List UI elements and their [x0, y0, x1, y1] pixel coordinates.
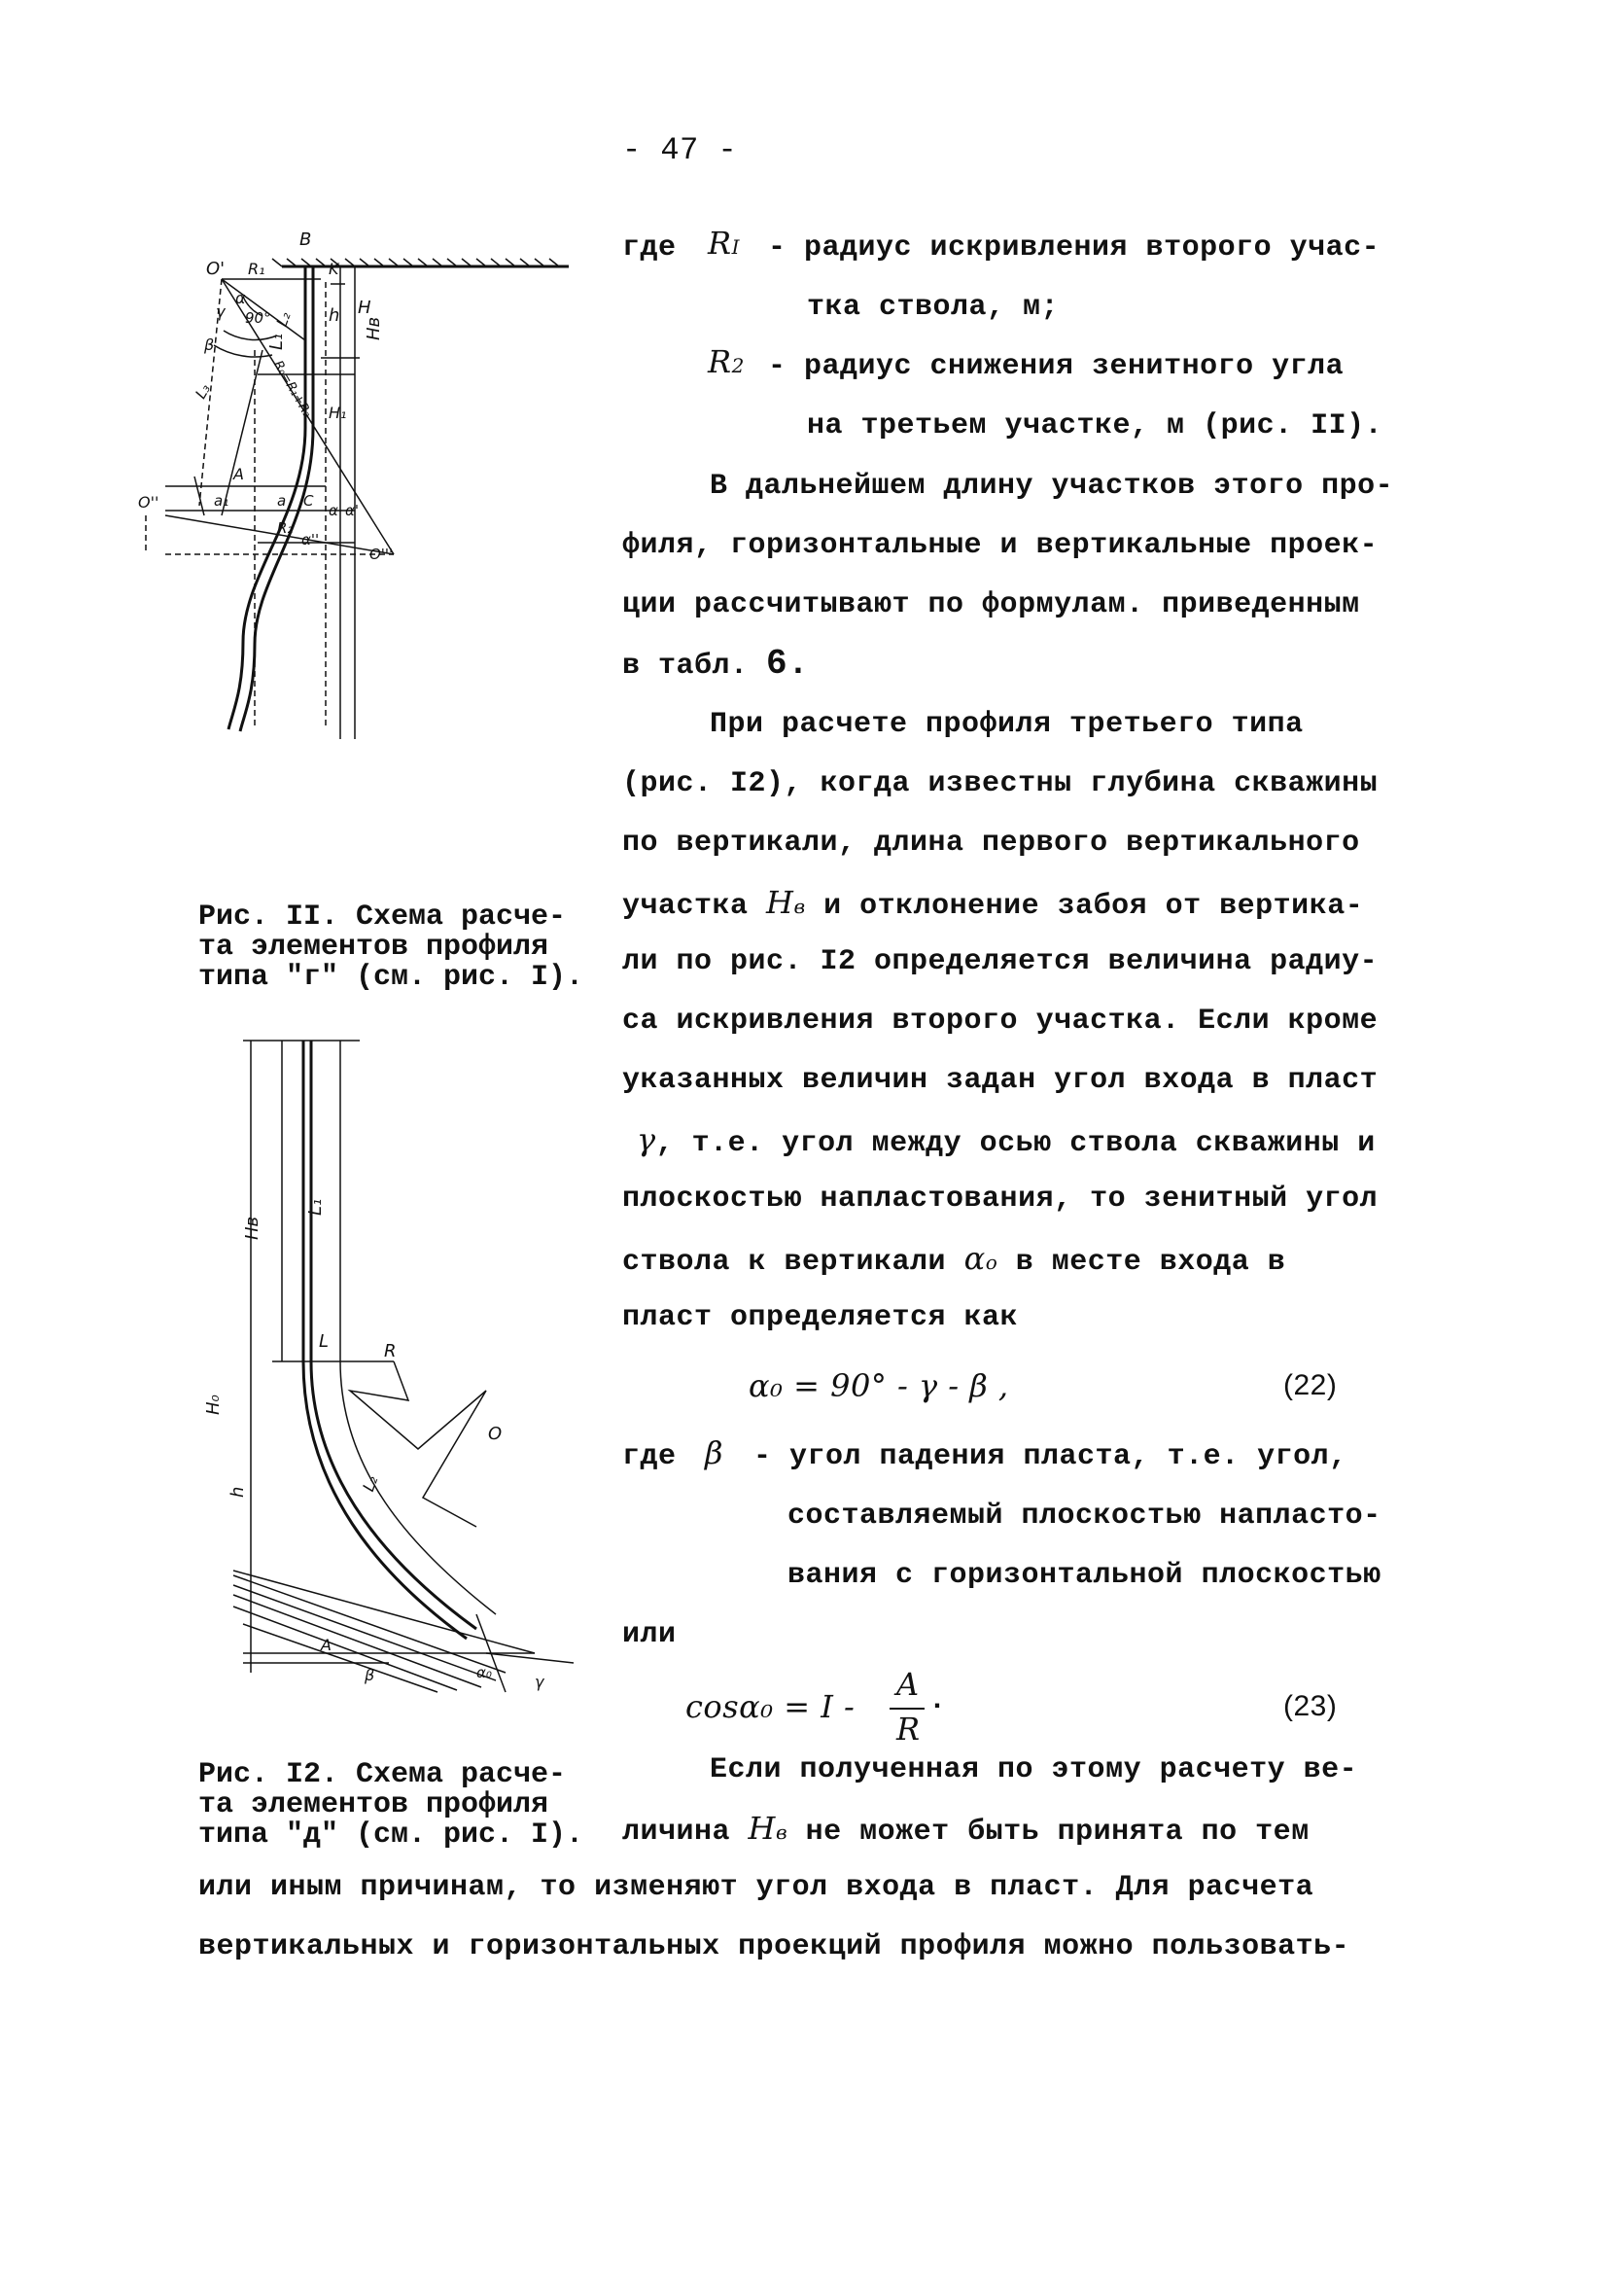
r2-definition-line1: - радиус снижения зенитного угла	[768, 350, 1345, 383]
para3-line9: плоскостью напластования, то зенитный угол	[622, 1183, 1379, 1216]
para3-line4	[622, 883, 1363, 926]
caption-line: Рис. I2. Схема расче-	[198, 1758, 567, 1791]
page-number: - 47 -	[622, 132, 738, 168]
para3-line8-post: , т.е. угол между осью ствола скважины и	[655, 1127, 1376, 1160]
para3-line7: указанных величин задан угол входа в пласт	[622, 1064, 1379, 1097]
equation-23-denominator: R	[896, 1711, 921, 1748]
hb-symbol-2-sub: в	[775, 1820, 788, 1844]
fig11-label-a-small: a	[277, 492, 287, 510]
fig11-label-l1: L₁	[266, 333, 287, 350]
fig11-label-h: h	[329, 305, 340, 326]
fig12-label-r: R	[384, 1341, 397, 1361]
fig11-label-k: K	[329, 260, 339, 278]
para5-line3: или иным причинам, то изменяют угол входа в пласт. Для расчета	[198, 1871, 1314, 1904]
para5-line1: Если полученная по этому расчету ве-	[710, 1753, 1358, 1786]
fig11-label-o2: O''	[138, 493, 159, 512]
para2-line2: филя, горизонтальные и вертикальные проек-	[622, 529, 1379, 562]
caption-line: та элементов профиля	[198, 931, 549, 964]
where-label-1: где	[622, 231, 677, 265]
fig11-label-beta: β	[204, 336, 215, 354]
para2-line3: ции рассчитывают по формулам. приведенным	[622, 588, 1360, 621]
or-label: или	[622, 1618, 677, 1651]
fig11-label-hb: Hв	[364, 316, 384, 340]
para3-line11: пласт определяется как	[622, 1301, 1019, 1334]
para3-line4-pre: участка	[622, 890, 749, 923]
fig12-label-a: A	[321, 1636, 332, 1654]
fig12-label-h: h	[227, 1486, 248, 1498]
para3-line10-post: в месте входа в	[1015, 1246, 1286, 1279]
fig12-label-alpha0: α₀	[476, 1664, 492, 1681]
fig11-label-gamma: γ	[216, 302, 226, 321]
fig11-label-r2: R₂	[277, 519, 294, 537]
fig11-label-alpha2: α	[329, 502, 338, 519]
fig11-label-c: C	[303, 492, 314, 510]
fig11-label-r1: R₁	[248, 260, 265, 278]
para3-line3: по вертикали, длина первого вертикального	[622, 827, 1360, 860]
para5-line2	[622, 1809, 1310, 1852]
beta-symbol: β	[705, 1434, 723, 1471]
alpha0-symbol-sub: о	[985, 1251, 998, 1274]
fig12-label-l2: L₂	[359, 1473, 382, 1495]
fig11-label-l2: L₂	[272, 309, 295, 330]
fig11-label-r0: R₀=R₁+R₂	[270, 358, 315, 420]
figure-12-diagram	[203, 1031, 622, 1721]
para3-line5: ли по рис. I2 определяется величина радиу-	[622, 945, 1379, 978]
r2-symbol-sub: 2	[731, 354, 745, 377]
fig11-label-h1: H₁	[329, 404, 347, 422]
equation-23-number: (23)	[1283, 1690, 1338, 1722]
r2-definition-line2: на третьем участке, м (рис. II).	[807, 409, 1383, 442]
r1-definition-line1: - радиус искривления второго учас-	[768, 231, 1381, 265]
equation-22: α₀ = 90° - γ - β ,	[749, 1367, 1009, 1404]
table-ref: 6.	[766, 644, 810, 684]
fig11-label-l3: L₃	[192, 380, 214, 403]
r2-symbol	[708, 342, 745, 385]
beta-definition-line1: - угол падения пласта, т.е. угол,	[753, 1440, 1347, 1473]
where-label-2: где	[622, 1440, 677, 1473]
beta-definition-line3: вания с горизонтальной плоскостью	[787, 1559, 1381, 1592]
para3-line1: При расчете профиля третьего типа	[710, 708, 1304, 741]
fig11-label-alpha4: α''	[301, 531, 320, 548]
equation-23-numerator: A	[896, 1666, 920, 1703]
para3-line6: са искривления второго участка. Если кроме	[622, 1005, 1379, 1038]
fig11-label-b: B	[299, 230, 312, 250]
gamma-symbol: γ	[637, 1121, 656, 1158]
fig11-label-90: 90°	[245, 309, 271, 327]
para5-line2-post: не может быть принята по тем	[805, 1816, 1310, 1849]
caption-line: типа "д" (см. рис. I).	[198, 1819, 584, 1852]
fig11-label-a: A	[233, 465, 244, 483]
para2-line4-text: в табл.	[622, 650, 749, 683]
r1-symbol-sub: I	[731, 235, 740, 259]
figure-12-caption	[198, 1760, 583, 1851]
para5-line2-pre: личина	[622, 1816, 731, 1849]
para3-line10-pre: ствола к вертикали	[622, 1246, 947, 1279]
r2-symbol-letter: R	[708, 343, 732, 380]
fig11-label-alpha3: α'	[345, 502, 360, 519]
hb-symbol-2: H	[748, 1810, 776, 1847]
caption-line: Рис. II. Схема расче-	[198, 901, 567, 934]
fig12-label-beta: β	[365, 1666, 375, 1684]
alpha0-symbol: α	[963, 1240, 986, 1277]
equation-22-number: (22)	[1283, 1369, 1338, 1401]
para3-line4-post: и отклонение забоя от вертика-	[823, 890, 1364, 923]
fig11-label-H: H	[358, 298, 371, 318]
beta-definition-line2: составляемый плоскостью напласто-	[787, 1500, 1381, 1533]
para5-line4: вертикальных и горизонтальных проекций профиля можно пользовать-	[198, 1930, 1350, 1963]
fig12-label-o: O	[488, 1424, 503, 1444]
fig11-label-a1: a₁	[214, 492, 229, 510]
fig11-label-o1: O'	[206, 259, 226, 279]
equation-23-dot: ·	[928, 1690, 947, 1723]
fig12-label-gamma: γ	[535, 1673, 544, 1691]
hb-symbol-sub: в	[793, 895, 806, 918]
caption-line: та элементов профиля	[198, 1788, 549, 1821]
fig12-label-l1: L₁	[305, 1198, 326, 1216]
r1-symbol	[708, 224, 740, 266]
para3-line8	[637, 1120, 1376, 1163]
figure-11-caption	[198, 902, 583, 993]
para3-line10	[622, 1239, 1285, 1282]
fig11-label-alpha: α	[235, 289, 246, 307]
fig12-label-l: L	[319, 1331, 330, 1352]
para3-line2: (рис. I2), когда известны глубина скважины	[622, 767, 1379, 800]
fig12-label-h0: H₀	[203, 1395, 224, 1415]
figure-11-diagram	[138, 224, 593, 846]
caption-line: типа "г" (см. рис. I).	[198, 961, 584, 994]
para2-line4	[622, 645, 809, 686]
fig11-label-o3: O'''	[369, 546, 394, 563]
r1-definition-line2: тка ствола, м;	[807, 291, 1060, 324]
r1-symbol-letter: R	[708, 225, 732, 262]
para2-line1: В дальнейшем длину участков этого про-	[710, 470, 1394, 503]
fig12-label-hb: Hв	[242, 1216, 262, 1240]
equation-23-lhs: cosα₀ = I -	[685, 1688, 856, 1725]
hb-symbol: H	[766, 884, 794, 921]
